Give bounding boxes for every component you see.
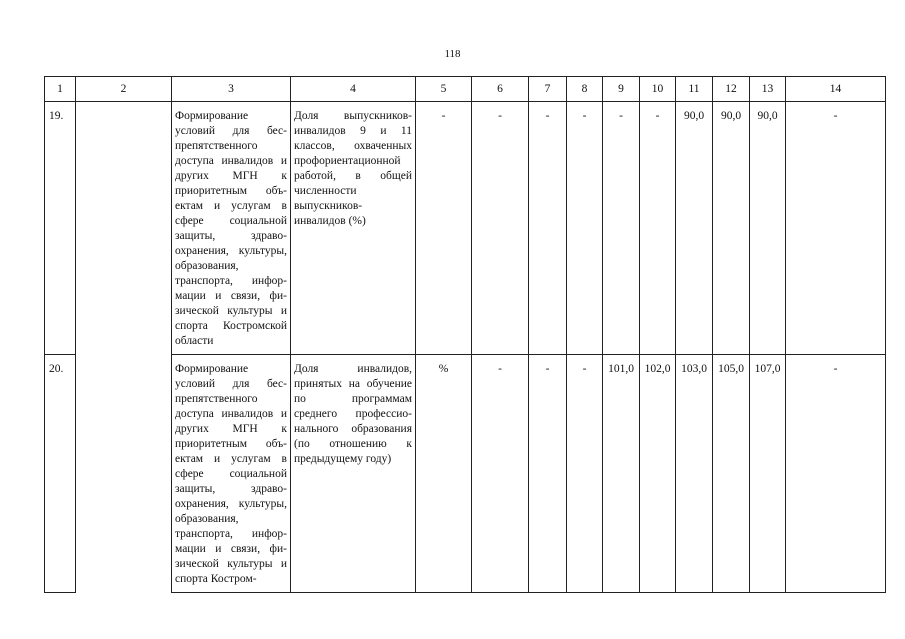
task-cell: Формирование условий для беспрепятственного доступа инвалидов и других МГН к приоритетным объектам и услугам в сфере социальной защиты, здравоохранения, культуры, образования, транспорта, информации и связи, физической культуры и спорта Костромской области [172,102,291,355]
column-header: 6 [472,77,529,102]
column-header: 3 [172,77,291,102]
indicator-cell: Доля инвалидов, принятых на обучение по программам среднего профессионального образования (по отношению к предыдущему году) [291,355,416,593]
column-header: 1 [45,77,76,102]
value-cell: - [529,102,567,355]
value-cell: - [472,355,529,593]
column-header: 2 [76,77,172,102]
row-number: 20. [45,355,76,593]
column-header: 14 [786,77,886,102]
task-cell: Формирование условий для беспрепятственного доступа инвалидов и других МГН к приоритетным объектам и услугам в сфере социальной защиты, здравоохранения, культуры, образования, транспорта, информации и связи, физической культуры и спорта Костром- [172,355,291,593]
column-header: 5 [416,77,472,102]
header-row [45,77,886,102]
value-cell: 101,0 [603,355,640,593]
value-cell: 107,0 [750,355,786,593]
value-cell: 105,0 [713,355,750,593]
program-name-cell [76,102,172,593]
notes-cell: - [786,355,886,593]
indicator-cell: Доля выпускников-инвалидов 9 и 11 классов, охваченных профориентационной работой, в общей численности выпускников-инвалидов (%) [291,102,416,355]
column-header: 10 [640,77,676,102]
value-cell: - [529,355,567,593]
value-cell: 90,0 [713,102,750,355]
value-cell: - [472,102,529,355]
value-cell: - [567,102,603,355]
table-row [45,102,886,355]
row-number: 19. [45,102,76,355]
value-cell: - [567,355,603,593]
column-header: 4 [291,77,416,102]
value-cell: 102,0 [640,355,676,593]
column-header: 8 [567,77,603,102]
value-cell: 90,0 [676,102,713,355]
column-header: 7 [529,77,567,102]
value-cell: - [603,102,640,355]
page-number: 118 [444,48,461,60]
value-cell: 90,0 [750,102,786,355]
value-cell: 103,0 [676,355,713,593]
unit-cell: % [416,355,472,593]
column-header: 12 [713,77,750,102]
column-header: 11 [676,77,713,102]
indicators-table [44,76,886,593]
table-row [45,355,886,593]
unit-cell: - [416,102,472,355]
column-header: 9 [603,77,640,102]
value-cell: - [640,102,676,355]
notes-cell: - [786,102,886,355]
column-header: 13 [750,77,786,102]
